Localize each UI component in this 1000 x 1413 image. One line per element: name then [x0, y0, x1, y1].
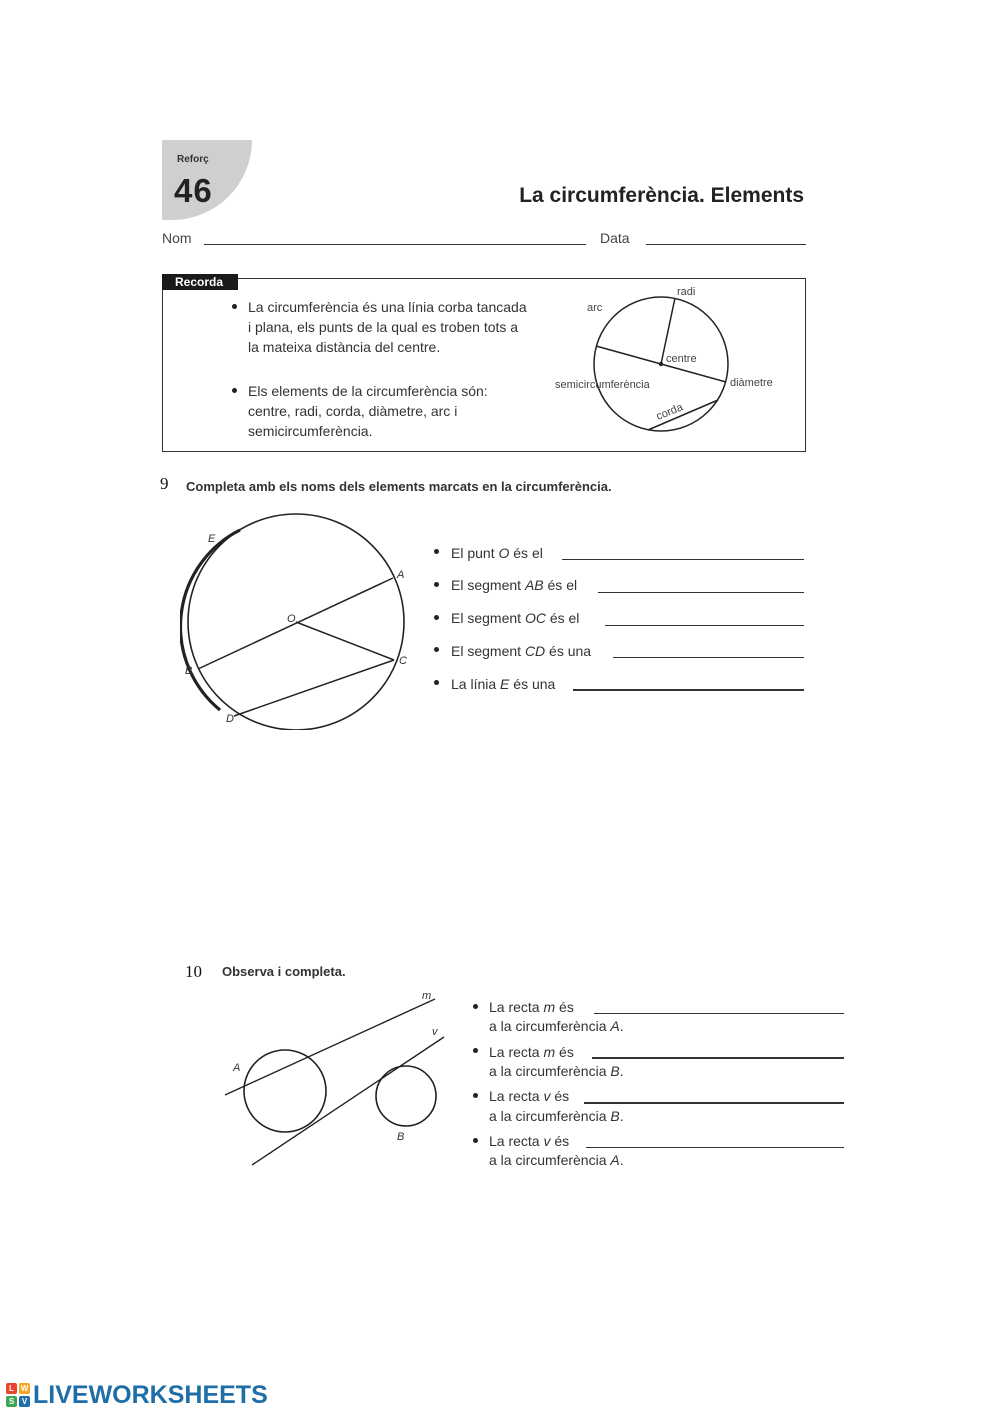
q9-item-3: El segment OC és el	[451, 610, 580, 626]
q10-item-2: La recta m és	[489, 1044, 574, 1060]
q10-circle-B	[376, 1066, 436, 1126]
q9-answer-1[interactable]	[562, 559, 804, 560]
question-10-diagram	[220, 985, 450, 1170]
worksheet-label: Reforç	[177, 154, 209, 165]
label-diametre: diàmetre	[730, 377, 773, 389]
bullet	[232, 304, 237, 309]
q10-item-3-line2: a la circumferència B.	[489, 1108, 624, 1124]
q9-segment-CD	[234, 660, 394, 716]
label-corda: corda	[654, 401, 685, 423]
bullet	[232, 388, 237, 393]
label-radi: radi	[677, 286, 696, 298]
worksheet-number: 46	[174, 172, 213, 209]
q10-label-v: v	[432, 1026, 438, 1038]
q10-line-m	[225, 999, 435, 1095]
recorda-bullet-1: La circumferència és una línia corba tancada i plana, els punts de la qual es troben tots a la mateixa distància del centre.	[248, 299, 527, 355]
bullet	[434, 582, 439, 587]
q9-item-1: El punt O és el	[451, 545, 543, 561]
label-arc: arc	[587, 302, 603, 314]
logo-cell: L	[6, 1383, 17, 1394]
q10-label-B: B	[397, 1131, 405, 1143]
q10-circle-A	[244, 1050, 326, 1132]
q10-item-4: La recta v és	[489, 1133, 570, 1149]
q9-answer-2[interactable]	[598, 592, 804, 593]
bullet	[473, 1138, 478, 1143]
bullet	[434, 647, 439, 652]
bullet	[434, 615, 439, 620]
question-9-text: Completa amb els noms dels elements marcats en la circumferència.	[186, 479, 612, 494]
q9-label-E: E	[208, 533, 216, 545]
q10-item-4-line2: a la circumferència A.	[489, 1152, 624, 1168]
logo-icon	[6, 1383, 30, 1407]
q10-answer-3[interactable]	[584, 1102, 844, 1104]
q9-label-A: A	[397, 569, 405, 581]
question-10-number: 10	[185, 962, 202, 981]
q10-item-2-line2: a la circumferència B.	[489, 1063, 624, 1079]
logo-cell: S	[6, 1396, 17, 1407]
bullet	[473, 1093, 478, 1098]
q10-answer-2[interactable]	[592, 1057, 844, 1059]
bullet	[473, 1048, 478, 1053]
q9-segment-OC	[296, 622, 394, 660]
q10-label-m: m	[422, 990, 432, 1002]
recorda-tag: Recorda	[162, 274, 238, 290]
logo-text: LIVEWORKSHEETS	[33, 1380, 268, 1409]
q9-answer-4[interactable]	[613, 657, 804, 658]
diagram-centre-point	[659, 362, 663, 366]
q9-answer-3[interactable]	[605, 625, 804, 626]
q10-answer-1[interactable]	[594, 1013, 844, 1014]
q10-item-1-line2: a la circumferència A.	[489, 1018, 624, 1034]
question-9-diagram	[180, 512, 410, 730]
date-label: Data	[600, 230, 630, 246]
bullet	[434, 680, 439, 685]
label-semicircumferencia: semicircumferència	[555, 379, 650, 391]
question-9-number: 9	[160, 474, 169, 493]
q9-item-5: La línia E és una	[451, 676, 556, 692]
recorda-bullet-2: Els elements de la circumferència són: centre, radi, corda, diàmetre, arc i semicircumferència.	[248, 383, 488, 439]
bullet	[434, 549, 439, 554]
label-centre: centre	[666, 353, 697, 365]
logo-cell: V	[19, 1396, 30, 1407]
q9-label-D: D	[226, 713, 234, 725]
q9-item-4: El segment CD és una	[451, 643, 592, 659]
q10-item-3: La recta v és	[489, 1088, 570, 1104]
q9-label-B: B	[185, 665, 193, 677]
name-label: Nom	[162, 230, 192, 246]
q10-item-1: La recta m és	[489, 999, 574, 1015]
logo-cell: W	[20, 1384, 29, 1393]
date-field[interactable]	[646, 244, 806, 245]
liveworksheets-logo[interactable]	[6, 1378, 268, 1412]
q10-line-v	[252, 1037, 444, 1165]
q9-item-2: El segment AB és el	[451, 577, 578, 593]
q10-answer-4[interactable]	[586, 1147, 844, 1148]
circle-elements-diagram	[540, 280, 802, 448]
q10-label-A: A	[233, 1062, 241, 1074]
page-title: La circumferència. Elements	[519, 184, 804, 207]
q9-answer-5[interactable]	[573, 689, 804, 691]
question-10-text: Observa i completa.	[222, 964, 346, 979]
q9-label-C: C	[399, 655, 407, 667]
name-field[interactable]	[204, 244, 586, 245]
bullet	[473, 1004, 478, 1009]
q9-label-O: O	[287, 613, 296, 625]
